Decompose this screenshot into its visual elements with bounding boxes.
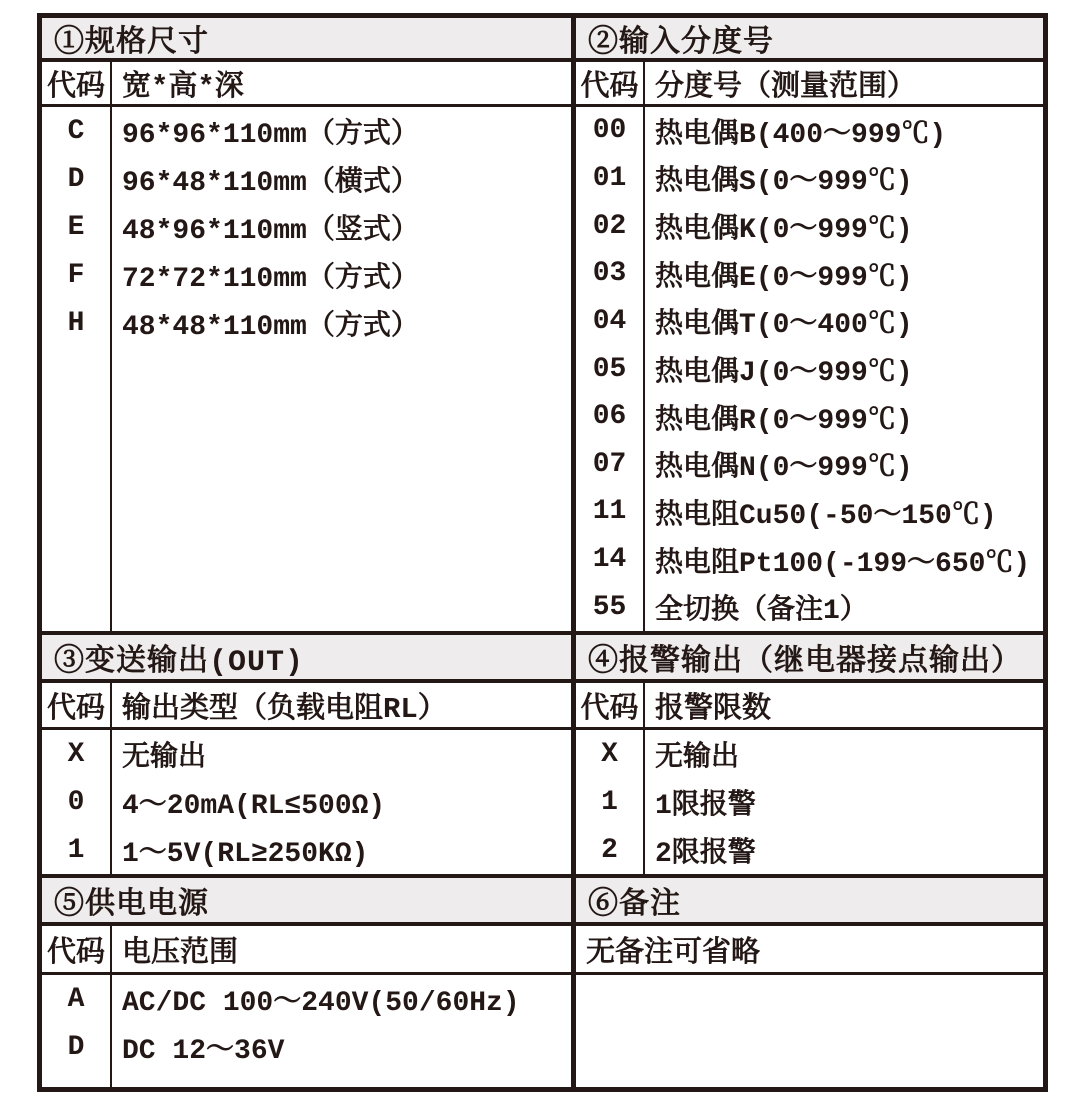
desc-cell: 2限报警 [655, 839, 756, 870]
code-cell: 04 [592, 305, 627, 337]
desc-cell: 无输出 [122, 743, 207, 774]
code-cell: 06 [592, 401, 627, 433]
section-1-title: ①规格尺寸 [42, 18, 571, 58]
code-cell: D [67, 1031, 85, 1063]
desc-cell: 热电偶B(400～999℃) [655, 119, 947, 151]
code-cell: 1 [601, 786, 618, 818]
section-1-code-header: 代码 [46, 70, 105, 104]
code-cell: 14 [592, 544, 627, 576]
section-4-title: ④报警输出（继电器接点输出） [576, 635, 1043, 679]
section-5-desc-header: 电压范围 [122, 936, 239, 970]
desc-cell: 热电偶E(0～999℃) [655, 262, 913, 294]
section-3-desc-column [112, 730, 571, 874]
desc-cell: 48*96*110mm（竖式） [122, 216, 419, 247]
code-cell: 11 [592, 496, 627, 528]
desc-cell: 1～5V(RL≥250KΩ) [122, 839, 369, 870]
empty-cell [112, 347, 571, 631]
column-header-band-5-6 [42, 926, 1043, 972]
desc-cell: 热电偶R(0～999℃) [655, 405, 913, 437]
spec-table [37, 13, 1048, 1092]
code-cell: X [601, 738, 618, 770]
code-cell: 01 [592, 162, 627, 194]
desc-cell: 热电偶J(0～999℃) [655, 358, 913, 390]
code-cell: H [67, 307, 85, 339]
desc-cell: 热电阻Cu50(-50～150℃) [655, 500, 997, 532]
code-cell: 02 [592, 210, 627, 242]
section-title-band-3-4 [42, 635, 1043, 679]
code-cell: 07 [592, 448, 627, 480]
desc-cell: 1限报警 [655, 791, 756, 822]
desc-cell: DC 12～36V [122, 1036, 285, 1067]
section-3-code-header: 代码 [46, 692, 105, 726]
section-5-code-column [42, 975, 110, 1087]
desc-cell: 96*48*110mm（横式） [122, 168, 419, 199]
desc-cell: 热电阻Pt100(-199～650℃) [655, 548, 1031, 580]
empty-cell [42, 347, 110, 631]
code-cell: F [67, 259, 85, 291]
code-cell: A [67, 983, 85, 1015]
column-header-band-3-4 [42, 683, 1043, 727]
section-3-code-column [42, 730, 110, 874]
code-cell: 2 [601, 834, 618, 866]
section-title-band-1-2 [42, 18, 1043, 58]
section-2-code-column [576, 107, 643, 631]
code-cell: 1 [67, 834, 85, 866]
section-5-desc-column [112, 975, 571, 1087]
section-5-title: ⑤供电电源 [42, 878, 571, 922]
column-header-band-1-2 [42, 62, 1043, 104]
desc-cell: 72*72*110mm（方式） [122, 264, 419, 295]
code-cell: C [67, 115, 85, 147]
data-band-5-6 [42, 975, 1043, 1087]
section-title-band-5-6 [42, 878, 1043, 922]
data-band-3-4 [42, 730, 1043, 874]
section-3-title: ③变送输出(OUT) [42, 635, 571, 679]
section-4-code-column [576, 730, 643, 874]
desc-cell: 热电偶K(0～999℃) [655, 215, 913, 247]
section-1-code-column [42, 107, 110, 631]
section-1-desc-header: 宽*高*深 [122, 70, 244, 104]
code-cell: 00 [592, 115, 627, 147]
section-3-desc-header: 输出类型（负载电阻RL） [122, 692, 447, 726]
code-cell: 03 [592, 258, 627, 290]
desc-cell: 无输出 [655, 743, 740, 774]
desc-cell: 4～20mA(RL≤500Ω) [122, 791, 386, 822]
section-1-desc-column [112, 107, 571, 631]
section-6-empty-cell [576, 975, 1043, 1087]
desc-cell: AC/DC 100～240V(50/60Hz) [122, 988, 520, 1019]
desc-cell: 全切换（备注1） [655, 596, 868, 628]
desc-cell: 热电偶S(0～999℃) [655, 167, 913, 199]
desc-cell: 96*96*110mm（方式） [122, 120, 419, 151]
section-4-desc-header: 报警限数 [655, 692, 772, 726]
desc-cell: 48*48*110mm（方式） [122, 312, 419, 343]
code-cell: D [67, 163, 85, 195]
code-cell: 55 [592, 591, 627, 623]
code-cell: 05 [592, 353, 627, 385]
code-cell: 0 [67, 786, 85, 818]
code-cell: E [67, 211, 85, 243]
section-6-note: 无备注可省略 [586, 936, 761, 970]
section-2-desc-header: 分度号（测量范围） [655, 70, 917, 104]
section-2-title: ②输入分度号 [576, 18, 1043, 58]
desc-cell: 热电偶T(0～400℃) [655, 310, 913, 342]
desc-cell: 热电偶N(0～999℃) [655, 453, 913, 485]
section-4-code-header: 代码 [580, 692, 639, 726]
section-2-code-header: 代码 [580, 70, 639, 104]
section-6-title: ⑥备注 [576, 878, 1043, 922]
section-2-desc-column [645, 107, 1043, 631]
data-band-1-2 [42, 107, 1043, 631]
section-5-code-header: 代码 [46, 936, 105, 970]
code-cell: X [67, 738, 85, 770]
section-4-desc-column [645, 730, 1043, 874]
